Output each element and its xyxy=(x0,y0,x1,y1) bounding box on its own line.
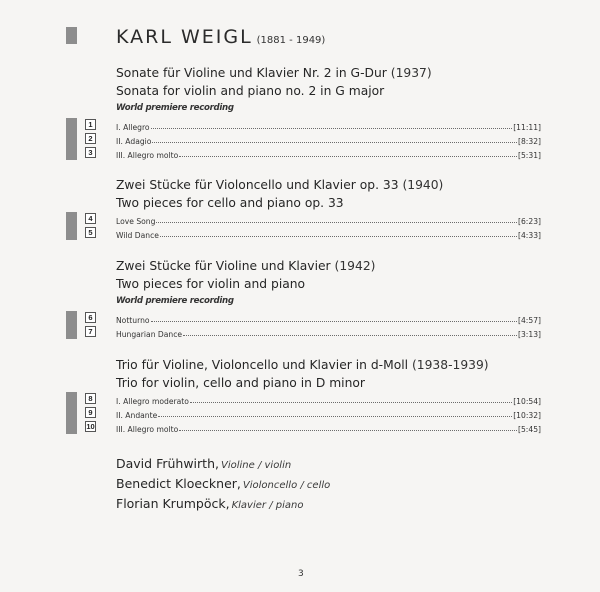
performer: David Frühwirth, Violine / violin xyxy=(116,456,292,471)
track-duration: [11:11] xyxy=(513,123,541,132)
track-title: Hungarian Dance xyxy=(116,330,183,339)
performer-role: Klavier / piano xyxy=(231,500,304,511)
track-number: 10 xyxy=(86,422,95,431)
track-row[interactable] xyxy=(0,118,600,132)
work-title-en: Two pieces for cello and piano op. 33 xyxy=(116,196,344,210)
work-year: (1937) xyxy=(390,66,432,80)
work-year: (1940) xyxy=(402,178,444,192)
performer-name: Benedict Kloeckner xyxy=(116,476,237,491)
work-title-de: Trio für Violine, Violoncello und Klavier in d-Moll (1938-1939) xyxy=(116,358,489,372)
page-number: 3 xyxy=(298,569,304,579)
track-row[interactable] xyxy=(0,212,600,226)
composer-name: KARL WEIGL xyxy=(116,26,253,48)
track-duration: [4:33] xyxy=(518,231,541,240)
track-row[interactable] xyxy=(0,146,600,160)
performer-name: David Frühwirth xyxy=(116,456,215,471)
leader-dots xyxy=(183,335,517,336)
track-title: Love Song xyxy=(116,217,156,226)
track-duration: [5:45] xyxy=(518,425,541,434)
track-marker xyxy=(66,406,77,420)
track-marker xyxy=(66,132,77,146)
track-title: I. Allegro moderato xyxy=(116,397,189,406)
track-duration: [6:23] xyxy=(518,217,541,226)
leader-dots xyxy=(158,416,512,417)
track-marker xyxy=(66,146,77,160)
track-number: 7 xyxy=(85,326,96,337)
track-marker xyxy=(66,311,77,325)
work-title-de: Sonate für Violine und Klavier Nr. 2 in G-Dur (1937) xyxy=(116,66,432,80)
leader-dots xyxy=(190,402,512,403)
track-duration: [3:13] xyxy=(518,330,541,339)
work-title-en: Trio for violin, cello and piano in D minor xyxy=(116,376,365,390)
track-title: Wild Dance xyxy=(116,231,159,240)
performer: Benedict Kloeckner, Violoncello / cello xyxy=(116,476,331,491)
track-title: II. Adagio xyxy=(116,137,152,146)
leader-dots xyxy=(152,142,517,143)
track-title: II. Andante xyxy=(116,411,158,420)
track-marker xyxy=(66,392,77,406)
track-duration: [10:32] xyxy=(513,411,541,420)
leader-dots xyxy=(151,128,513,129)
composer-years: (1881 - 1949) xyxy=(256,35,326,46)
composer-heading xyxy=(116,26,325,48)
performer-role: Violine / violin xyxy=(220,460,292,471)
track-row[interactable] xyxy=(0,325,600,339)
leader-dots xyxy=(156,222,517,223)
track-number: 4 xyxy=(85,213,96,224)
track-duration: [5:31] xyxy=(518,151,541,160)
track-row[interactable] xyxy=(0,420,600,434)
track-number: 5 xyxy=(85,227,96,238)
track-number: 8 xyxy=(85,393,96,404)
work-year: (1942) xyxy=(334,259,376,273)
track-number: 1 xyxy=(85,119,96,130)
track-row[interactable] xyxy=(0,226,600,240)
track-title: Notturno xyxy=(116,316,150,325)
performer: Florian Krumpöck, Klavier / piano xyxy=(116,496,304,511)
track-number: 2 xyxy=(85,133,96,144)
performer-name: Florian Krumpöck xyxy=(116,496,226,511)
track-row[interactable] xyxy=(0,132,600,146)
track-number: 3 xyxy=(85,147,96,158)
work-title-en: Two pieces for violin and piano xyxy=(116,277,306,291)
track-duration: [4:57] xyxy=(518,316,541,325)
work-title-de: Zwei Stücke für Violine und Klavier (1942) xyxy=(116,259,376,273)
leader-dots xyxy=(160,236,517,237)
work-title-de: Zwei Stücke für Violoncello und Klavier op. 33 (1940) xyxy=(116,178,444,192)
premiere-note: World premiere recording xyxy=(116,296,234,306)
header-marker xyxy=(66,27,77,44)
track-marker xyxy=(66,226,77,240)
work-year: (1938-1939) xyxy=(411,358,489,372)
track-duration: [8:32] xyxy=(518,137,541,146)
leader-dots xyxy=(151,321,517,322)
track-row[interactable] xyxy=(0,406,600,420)
track-number: 9 xyxy=(85,407,96,418)
premiere-note: World premiere recording xyxy=(116,103,234,113)
track-marker xyxy=(66,212,77,226)
track-row[interactable] xyxy=(0,392,600,406)
track-marker xyxy=(66,420,77,434)
track-marker xyxy=(66,325,77,339)
work-title-en: Sonata for violin and piano no. 2 in G major xyxy=(116,84,385,98)
track-number: 6 xyxy=(85,312,96,323)
track-title: III. Allegro molto xyxy=(116,151,179,160)
performer-role: Violoncello / cello xyxy=(242,480,331,491)
track-duration: [10:54] xyxy=(513,397,541,406)
leader-dots xyxy=(179,156,517,157)
track-row[interactable] xyxy=(0,311,600,325)
track-marker xyxy=(66,118,77,132)
leader-dots xyxy=(179,430,517,431)
track-title: I. Allegro xyxy=(116,123,150,132)
track-title: III. Allegro molto xyxy=(116,425,179,434)
